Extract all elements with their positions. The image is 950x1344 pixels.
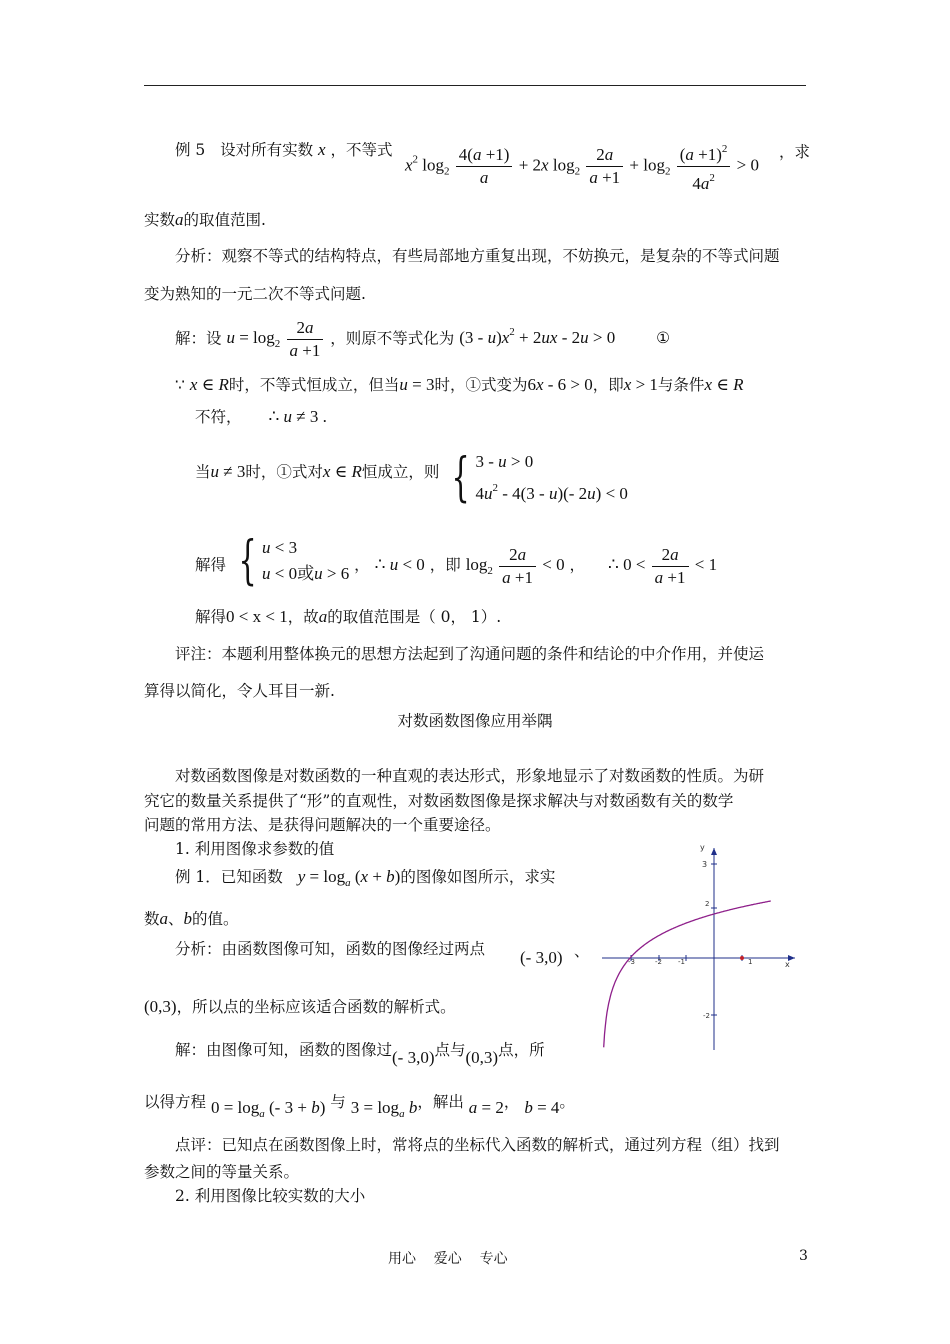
solution-when: 当 — [195, 463, 211, 481]
analysis2-line-2: (0,3)，所以点的坐标应该适合函数的解析式。 — [144, 997, 456, 1016]
intro-line-3: 问题的常用方法、是获得问题解决的一个重要途径。 — [144, 816, 501, 834]
point-neg3-0: (- 3,0) — [520, 948, 563, 967]
because-symbol: ∵ — [175, 376, 185, 394]
analysis-line-2: 变为熟知的一元二次不等式问题. — [144, 285, 366, 303]
part1-heading: 1. 利用图像求参数的值 — [175, 840, 335, 858]
section-title: 对数函数图像应用举隅 — [397, 712, 553, 730]
solution2-solve: ，解出 — [417, 1093, 464, 1111]
variable-b: b — [183, 909, 193, 928]
x-axis-label: x — [785, 960, 790, 969]
comment-line-2: 算得以简化，令人耳目一新. — [144, 682, 335, 700]
solution-line-5: 解得 { u < 3 u < 0或u > 6 ， ∴ u < 0 ，即 $\log_2$ $\frac{2a}{a +1}$ < 0 ， ∴ 0 < $\frac{2a}{a +1}$ < 1 — [195, 531, 718, 591]
tick-y-3: 3 — [702, 860, 708, 869]
solution2-with: 与 — [330, 1093, 346, 1111]
solution-text-d: 与条件 — [657, 376, 705, 394]
analysis-line-1: 分析：观察不等式的结构特点，有些局部地方重复出现，不妨换元，是复杂的不等式问题 — [175, 247, 780, 265]
text-shishu: 实数 — [144, 211, 176, 229]
part2-heading: 2. 利用图像比较实数的大小 — [175, 1187, 366, 1205]
solution-text-b: 时，①式变为 — [434, 376, 528, 394]
review-line-1: 点评：已知点在函数图像上时，常将点的坐标代入函数的解析式，通过列方程（组）找到 — [175, 1136, 780, 1154]
intro-line-2: 究它的数量关系提供了“形”的直观性，对数函数图像是探求解决与对数函数有关的数学 — [144, 792, 734, 810]
example1-line-1: 例 1．已知函数 $y = \log_a (x + b)$的图像如图所示，求实 — [175, 867, 556, 889]
example1-end: 的值。 — [192, 910, 239, 928]
intro-line-1: 对数函数图像是对数函数的一种直观的表达形式，形象地显示了对数函数的性质。为研 — [175, 767, 765, 785]
solution-text-f: 时，①式对 — [245, 463, 323, 481]
tick-y-neg2: -2 — [703, 1012, 710, 1020]
solution2-eq-intro: 以得方程 — [144, 1093, 207, 1111]
solution2-and: 点与 — [434, 1041, 466, 1059]
example5-inequality: $x^2$ $\log_2$ $\frac{4(a +1)}{a}$ + 2x $\log_2$ $\frac{2a}{a +1}$ + $\log_2$ $\frac{(a +1)^2}{4a^2}$ > 0 — [405, 138, 759, 195]
tick-x-neg3: -3 — [628, 958, 635, 966]
solution-line-3: 不符， ∴ u ≠ 3 . — [195, 407, 327, 426]
solution2-text: 点，所 — [498, 1041, 545, 1059]
header-rule — [144, 85, 806, 86]
solution-solve-2: 解得 — [195, 608, 227, 626]
example1-label: 例 1．已知函数 — [175, 868, 283, 886]
solution-line-4: 当u ≠ 3时，①式对x ∈ R恒成立，则 { 3 - u > 0 $4u^2 - 4(3 - u)(-$ 2u) < 0 — [195, 448, 628, 508]
log-curve — [604, 901, 771, 1047]
example1-text: 的图像如图所示，求实 — [400, 868, 556, 886]
solution-ie: ，即 — [429, 556, 461, 574]
example5-label: 例 5 — [175, 141, 206, 159]
solution-line-6: 解得0 < x < 1，故a的取值范围是（ 0， 1）. — [195, 607, 502, 626]
tick-x-neg1: -1 — [678, 958, 685, 966]
solution2-comma: ， — [503, 1093, 520, 1111]
solution2-line-2: 以得方程 $0 = \log_a$ (- 3 + b) 与 $3 = \log_a b$，解出 a = 2， b = 4。 — [144, 1093, 575, 1120]
analysis2-text: ，所以点的坐标应该适合函数的解析式。 — [176, 998, 456, 1016]
footer-motto: 用心 爱心 专心 — [388, 1251, 508, 1267]
solution-text-c: ，即 — [592, 376, 624, 394]
tick-y-2: 2 — [705, 900, 710, 908]
comma-1: ， — [354, 556, 370, 574]
solution-then: ，则原不等式化为 — [330, 329, 455, 348]
y-axis-arrow — [711, 848, 717, 855]
log-function-graph — [598, 840, 803, 1055]
example1-line-2 — [144, 908, 239, 930]
solution2-intro: 解：由图像可知，函数的图像过 — [175, 1041, 393, 1059]
analysis2-sep: 、 — [574, 942, 590, 960]
solution-solve: 解得 — [195, 556, 227, 574]
equation-marker-1: ① — [656, 329, 671, 348]
y-axis-label: y — [700, 843, 705, 852]
review-line-2: 参数之间的等量关系。 — [144, 1163, 300, 1181]
analysis2-line-1: 分析：由函数图像可知，函数的图像经过两点 — [175, 940, 486, 958]
solution2-period: 。 — [559, 1093, 575, 1111]
solution-so: ，故 — [287, 608, 319, 626]
example5-text: 设对所有实数 — [220, 141, 314, 159]
example5-text2: ，不等式 — [330, 141, 393, 159]
comment-line-1: 评注：本题利用整体换元的思想方法起到了沟通问题的条件和结论的中介作用，并使运 — [175, 645, 765, 663]
solution-text-g: 恒成立，则 — [361, 463, 440, 481]
example5-line2 — [144, 209, 266, 231]
variable-a: a — [175, 210, 184, 229]
solution-line-2: ∵ x ∈ R时，不等式恒成立，但当u = 3时，①式变为6x - 6 > 0，即x > 1与条件x ∈ R — [175, 375, 744, 394]
point-marker — [740, 956, 744, 960]
example1-shu: 数 — [144, 910, 160, 928]
tick-x-neg2: -2 — [655, 958, 662, 966]
solution-line-1: 解：设 $u = \log_2$ $\frac{2a}{a +1}$ ，则原不等式化为 $(3 - u)x^2 + 2ux - 2u > 0$ ① — [175, 318, 671, 360]
solution2-line-1: 解：由图像可知，函数的图像过(- 3,0)点与(0,3)点，所 — [175, 1041, 545, 1067]
comma-2: ， — [569, 556, 586, 574]
solution-text-e: 不符， — [195, 408, 242, 426]
variable-x: x — [318, 140, 326, 159]
example5-statement — [175, 139, 393, 161]
solution-intro: 解：设 — [175, 329, 222, 348]
example5-ask: ，求 — [779, 143, 811, 161]
example1-sep: 、 — [168, 910, 184, 928]
variable-a-2: a — [159, 909, 169, 928]
page-number: 3 — [799, 1248, 808, 1264]
solution-text-a: 时，不等式恒成立，但当 — [228, 376, 400, 394]
solution-range: 的取值范围是（ 0， 1）. — [327, 608, 502, 626]
tick-x-1: 1 — [748, 958, 753, 966]
text-range: 的取值范围. — [183, 211, 266, 229]
